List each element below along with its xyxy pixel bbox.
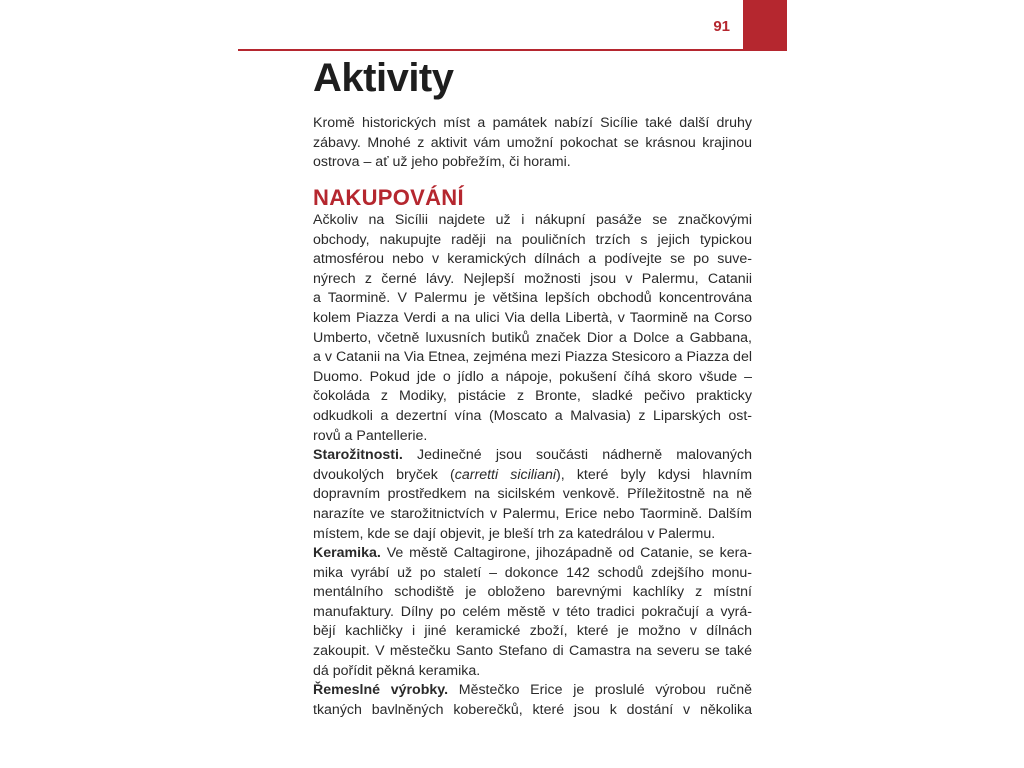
intro-line: zábavy. Mnohé z aktivit vám umožní pokochat se krásnou krajinou <box>313 134 752 151</box>
shopping-paragraph <box>313 211 752 446</box>
text-line: a v Catanii na Via Etnea, zejména mezi Piazza Stesicoro a Piazza del <box>313 349 752 366</box>
intro-line: Kromě historických míst a památek nabízí Sicílie také další druhy <box>313 115 752 131</box>
text-line <box>313 544 752 564</box>
text-line: atmosférou nebo v keramických dílnách a podívejte se po suve- <box>313 251 752 268</box>
text-line: zakoupit. V městečku Santo Stefano di Camastra na severu se také <box>313 643 752 660</box>
text-line: mika vyrábí už po staletí – dokonce 142 schodů zdejšího monu- <box>313 564 752 581</box>
text-line: kolem Piazza Verdi a na ulici Via della Libertà, v Taormině na Corso <box>313 309 752 326</box>
text-line: rovů a Pantellerie. <box>313 427 428 444</box>
text-line: Duomo. Pokud jde o jídlo a nápoje, pokušení číhá skoro všude – <box>313 368 752 385</box>
section-heading-shopping: NAKUPOVÁNÍ <box>313 185 464 210</box>
text-line: čokoláda z Modiky, pistácie z Bronte, sladké pečivo prakticky <box>313 388 752 405</box>
text-line: obchody, nakupujte raději na pouličních trzích s jejich typickou <box>313 231 752 248</box>
page-number: 91 <box>713 18 730 35</box>
text-line <box>313 446 752 466</box>
intro-paragraph <box>313 114 752 173</box>
text-run: ), které byly kdysi hlavním <box>556 466 753 483</box>
page-corner-tab <box>743 0 787 50</box>
page-title: Aktivity <box>313 56 454 100</box>
text-line: Umberto, včetně luxusních butiků značek Dior a Dolce a Gabbana, <box>313 329 752 346</box>
intro-line: ostrova – ať už jeho pobřežím, či horami. <box>313 154 571 171</box>
text-run: dvoukolých bryček ( <box>313 466 455 483</box>
text-line: dá pořídit pěkná keramika. <box>313 662 481 679</box>
crafts-label: Řemeslné výrobky. <box>313 682 449 699</box>
ceramics-paragraph <box>313 544 752 681</box>
text-line <box>313 466 752 486</box>
antiques-label: Starožitnosti. <box>313 447 403 464</box>
text-line: bějí kachličky i jiné keramické zboží, které je možno v dílnách <box>313 623 752 640</box>
italic-term: carretti siciliani <box>454 466 557 483</box>
text-line: a Taormině. V Palermu je většina lepších obchodů koncentrována <box>313 290 752 307</box>
header-rule <box>238 49 787 51</box>
text-line: mentálního schodiště je obloženo barevnými kachlíky z místní <box>313 584 752 601</box>
shopping-body <box>313 211 752 720</box>
text-line: narazíte ve starožitnictvích v Palermu, Erice nebo Taormině. Dalším <box>313 505 752 522</box>
text-line: manufaktury. Dílny po celém městě v této tradici pokračují a vyrá- <box>313 603 752 620</box>
text-line: místem, kde se dají objevit, je bleší trh za katedrálou v Palermu. <box>313 525 716 542</box>
text-run: Jedinečné jsou součásti nádherně malovaných <box>402 447 752 464</box>
text-line: tkaných bavlněných koberečků, které jsou k dostání v několika <box>313 701 752 718</box>
text-line: Ačkoliv na Sicílii najdete už i nákupní pasáže se značkovými <box>313 212 752 228</box>
text-line <box>313 681 752 701</box>
text-line: nýrech z černé lávy. Nejlepší možnosti jsou v Palermu, Catanii <box>313 270 752 287</box>
text-run: Městečko Erice je proslulé výrobou ručně <box>448 682 752 699</box>
text-line: dopravním prostředkem na sicilském venkově. Příležitostně na ně <box>313 486 752 503</box>
text-run: Ve městě Caltagirone, jihozápadně od Catanie, se kera- <box>380 545 752 562</box>
text-line: odkudkoli a dezertní vína (Moscato a Malvasia) z Liparských ost- <box>313 407 752 424</box>
crafts-paragraph <box>313 681 752 720</box>
antiques-paragraph <box>313 446 752 544</box>
ceramics-label: Keramika. <box>313 545 381 562</box>
